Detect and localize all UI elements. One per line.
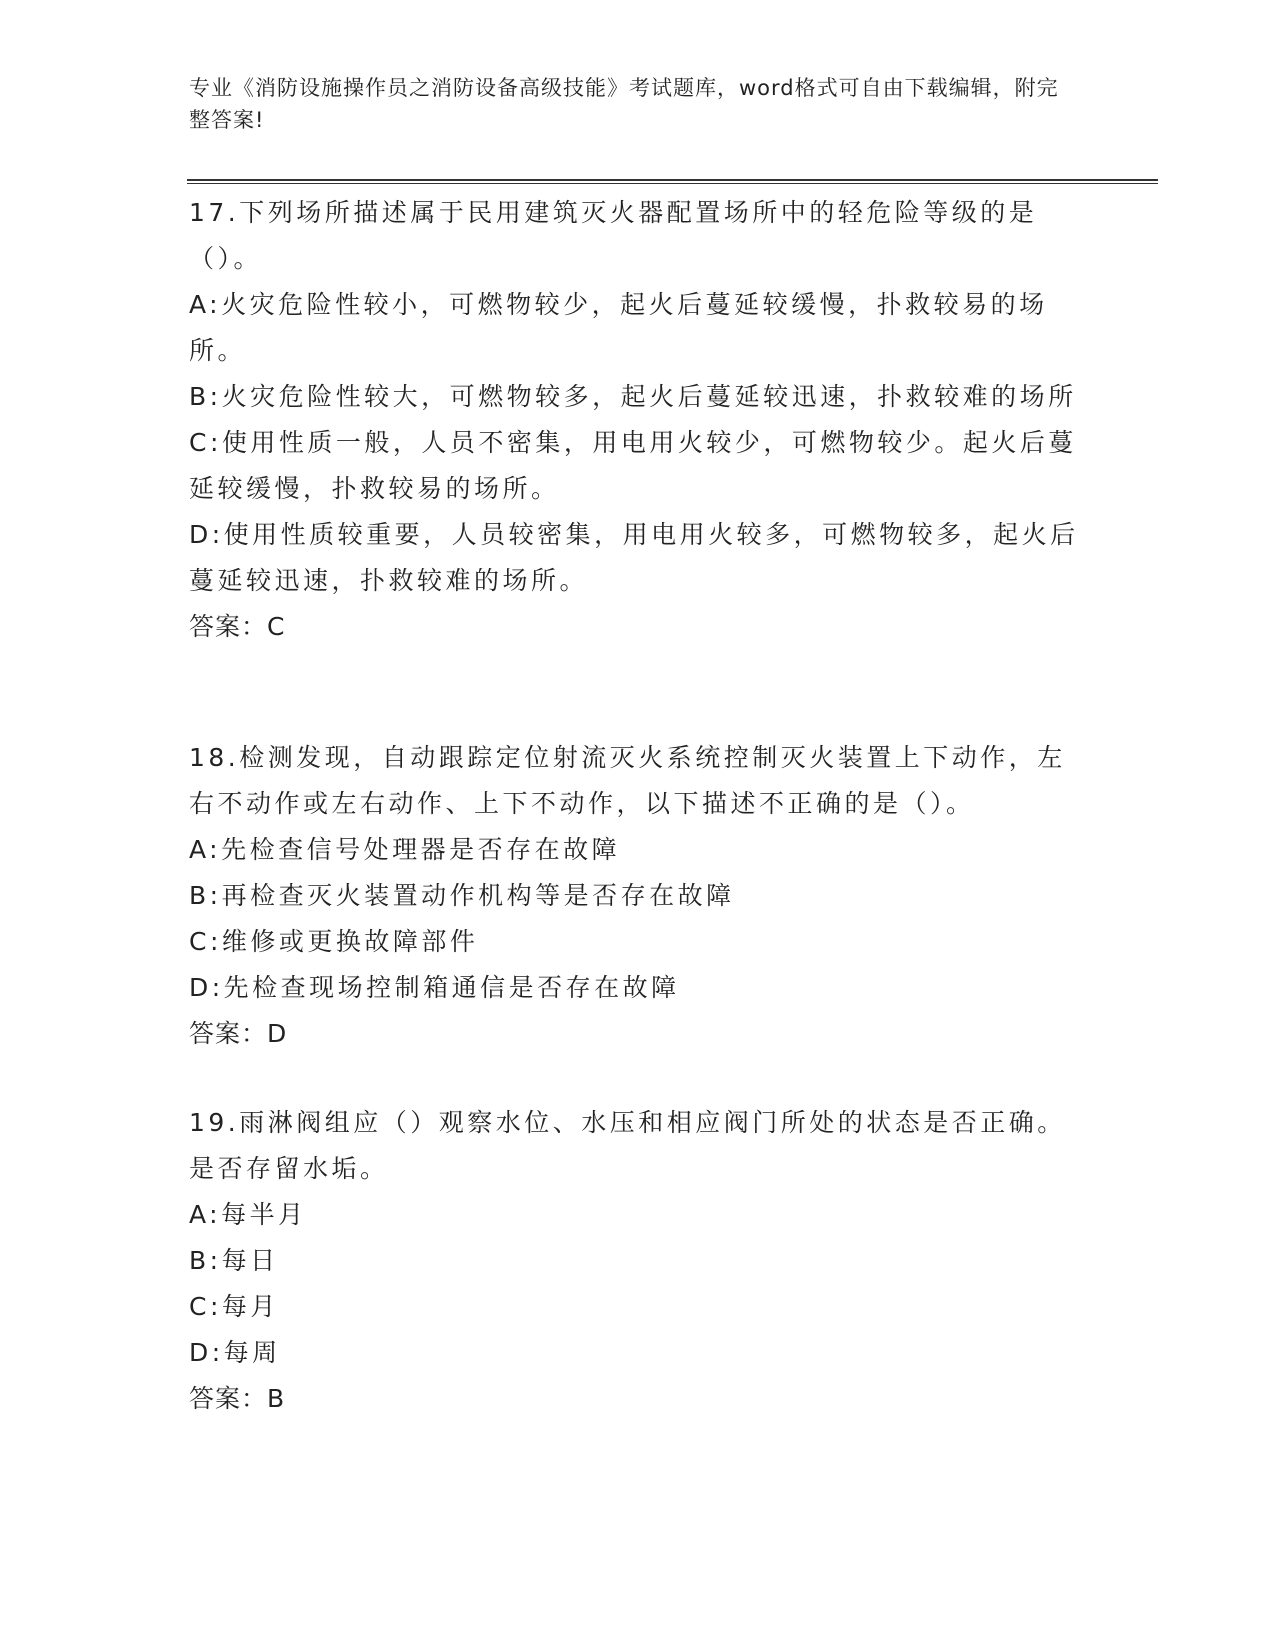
option-c: C:维修或更换故障部件 [189, 927, 479, 956]
option-b: B:再检查灭火装置动作机构等是否存在故障 [189, 881, 735, 910]
option-d: D:先检查现场控制箱通信是否存在故障 [189, 973, 680, 1002]
option-c: C:每月 [189, 1292, 279, 1321]
answer-line: 答案：C [189, 612, 286, 641]
option-a: A:每半月 [189, 1200, 307, 1229]
option-a: A:火灾危险性较小，可燃物较少，起火后蔓延较缓慢，扑救较易的场所。 [189, 290, 1048, 365]
page-header: 专业《消防设施操作员之消防设备高级技能》考试题库，word格式可自由下载编辑，附完整答案! [189, 76, 1059, 132]
question-stem: 17.下列场所描述属于民用建筑灭火器配置场所中的轻危险等级的是（）。 [189, 198, 1038, 273]
question-17 [189, 190, 1079, 650]
question-19 [189, 1100, 1079, 1422]
option-a: A:先检查信号处理器是否存在故障 [189, 835, 621, 864]
option-b: B:每日 [189, 1246, 279, 1275]
option-d: D:使用性质较重要，人员较密集，用电用火较多，可燃物较多，起火后蔓延较迅速，扑救较难的场所。 [189, 520, 1079, 595]
answer-line: 答案：B [189, 1384, 286, 1413]
option-b: B:火灾危险性较大，可燃物较多，起火后蔓延较迅速，扑救较难的场所 [189, 382, 1077, 411]
answer-line: 答案：D [189, 1019, 288, 1048]
question-stem: 19.雨淋阀组应（）观察水位、水压和相应阀门所处的状态是否正确。是否存留水垢。 [189, 1108, 1066, 1183]
option-c: C:使用性质一般，人员不密集，用电用火较少，可燃物较少。起火后蔓延较缓慢，扑救较易的场所。 [189, 428, 1077, 503]
header-divider [187, 179, 1158, 184]
question-stem: 18.检测发现，自动跟踪定位射流灭火系统控制灭火装置上下动作，左右不动作或左右动作、上下不动作，以下描述不正确的是（）。 [189, 743, 1066, 818]
option-d: D:每周 [189, 1338, 281, 1367]
question-18 [189, 735, 1079, 1057]
